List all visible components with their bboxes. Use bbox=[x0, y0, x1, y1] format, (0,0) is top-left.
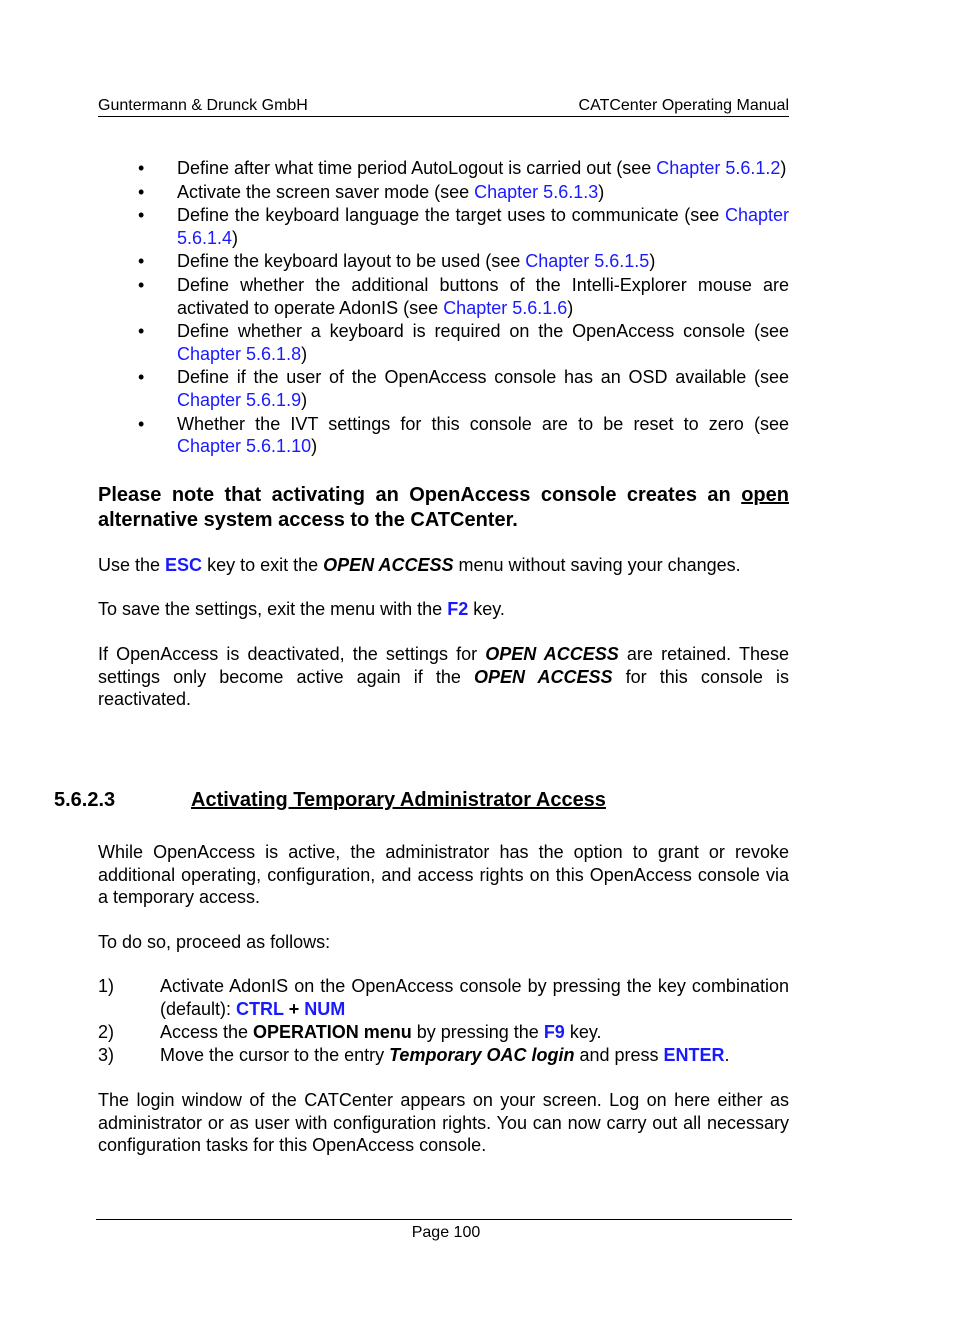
bullet-icon: • bbox=[138, 251, 145, 272]
operation-menu-label: OPERATION menu bbox=[253, 1021, 412, 1042]
bullet-icon: • bbox=[138, 413, 145, 434]
bullet-icon: • bbox=[138, 274, 145, 295]
header-company: Guntermann & Drunck GmbH bbox=[98, 97, 308, 114]
bullet-icon: • bbox=[138, 367, 145, 388]
bullet-icon: • bbox=[138, 181, 145, 202]
enter-key-label: ENTER bbox=[663, 1044, 725, 1065]
bullet-icon: • bbox=[138, 205, 145, 226]
step-number: 2) bbox=[98, 1021, 115, 1042]
chapter-link[interactable]: Chapter 5.6.1.4 bbox=[177, 205, 789, 248]
bullet-item: • Define the keyboard layout to be used (see Chapter 5.6.1.5) bbox=[138, 251, 656, 272]
step-item: 3) Move the cursor to the entry Temporary OAC login and press ENTER. bbox=[98, 1044, 730, 1065]
step-number: 3) bbox=[98, 1044, 115, 1065]
temporary-oac-login-label: Temporary OAC login bbox=[389, 1044, 575, 1065]
section-heading bbox=[54, 787, 606, 813]
login-paragraph: The login window of the CATCenter appears on your screen. Log on here either as administrator or as user with configuration rights. You can now carry out all necessary configuration tasks for this OpenAccess console. bbox=[98, 1089, 789, 1156]
step-item: 2) Access the OPERATION menu by pressing the F9 key. bbox=[98, 1021, 602, 1042]
chapter-link[interactable]: Chapter 5.6.1.6 bbox=[443, 297, 568, 318]
note-emphasis: open bbox=[741, 483, 789, 506]
bullet-item: • Whether the IVT settings for this console are to be reset to zero (see Chapter 5.6.1.10) bbox=[138, 413, 789, 457]
bullet-item: • Define after what time period AutoLogout is carried out (see Chapter 5.6.1.2) bbox=[138, 158, 787, 178]
chapter-link[interactable]: Chapter 5.6.1.10 bbox=[177, 436, 312, 457]
security-note: Please note that activating an OpenAccess console creates an open alternative system access to the CATCenter. bbox=[98, 483, 789, 531]
steps-list bbox=[98, 975, 789, 1066]
ctrl-key-label: CTRL bbox=[236, 998, 284, 1019]
f9-key-label: F9 bbox=[543, 1021, 565, 1042]
proceed-paragraph: To do so, proceed as follows: bbox=[98, 931, 331, 952]
chapter-link[interactable]: Chapter 5.6.1.8 bbox=[177, 343, 302, 364]
footer-divider bbox=[96, 1219, 792, 1220]
num-key-label: NUM bbox=[304, 998, 346, 1019]
chapter-link[interactable]: Chapter 5.6.1.2 bbox=[656, 158, 781, 178]
intro-paragraph: While OpenAccess is active, the administrator has the option to grant or revoke additional operating, configuration, and access rights on this OpenAccess console via a temporary access. bbox=[98, 842, 789, 908]
f2-paragraph: To save the settings, exit the menu with the F2 key. bbox=[98, 599, 505, 620]
esc-paragraph: Use the ESC key to exit the OPEN ACCESS menu without saving your changes. bbox=[98, 554, 741, 575]
chapter-link[interactable]: Chapter 5.6.1.9 bbox=[177, 389, 302, 410]
f2-key-label: F2 bbox=[447, 599, 469, 620]
esc-key-label: ESC bbox=[165, 554, 203, 575]
page-footer bbox=[0, 1223, 892, 1243]
page-header bbox=[98, 96, 789, 117]
open-access-menu-label: OPEN ACCESS bbox=[323, 554, 454, 575]
chapter-link[interactable]: Chapter 5.6.1.5 bbox=[525, 251, 650, 272]
bullet-icon: • bbox=[138, 321, 145, 342]
section-title: Activating Temporary Administrator Access bbox=[191, 789, 606, 811]
section-number: 5.6.2.3 bbox=[54, 789, 116, 811]
bullet-item: • Define the keyboard language the target uses to communicate (see Chapter 5.6.1.4) bbox=[138, 205, 789, 248]
bullet-item: • Define whether the additional buttons of the Intelli-Explorer mouse are activated to operate AdonIS (see Chapter 5.6.1.6) bbox=[138, 274, 789, 318]
bullet-item: • Define whether a keyboard is required on the OpenAccess console (see Chapter 5.6.1.8) bbox=[138, 321, 789, 364]
deactivated-paragraph: If OpenAccess is deactivated, the settings for OPEN ACCESS are retained. These settings only become active again if the OPEN ACCESS for this console is reactivated. bbox=[98, 643, 790, 710]
bullet-item: • Define if the user of the OpenAccess console has an OSD available (see Chapter 5.6.1.9) bbox=[138, 367, 789, 410]
settings-bullet-list bbox=[98, 157, 789, 458]
header-manual-title: CATCenter Operating Manual bbox=[578, 97, 789, 114]
section-content bbox=[98, 841, 789, 1157]
chapter-link[interactable]: Chapter 5.6.1.3 bbox=[474, 181, 599, 202]
bullet-item: • Activate the screen saver mode (see Chapter 5.6.1.3) bbox=[138, 181, 605, 202]
step-number: 1) bbox=[98, 976, 115, 997]
bullet-icon: • bbox=[138, 158, 145, 178]
page-number: Page 100 bbox=[411, 1224, 481, 1241]
main-content bbox=[98, 157, 789, 711]
step-item: 1) Activate AdonIS on the OpenAccess console by pressing the key combination (default): CTRL + NUM bbox=[98, 976, 789, 1019]
